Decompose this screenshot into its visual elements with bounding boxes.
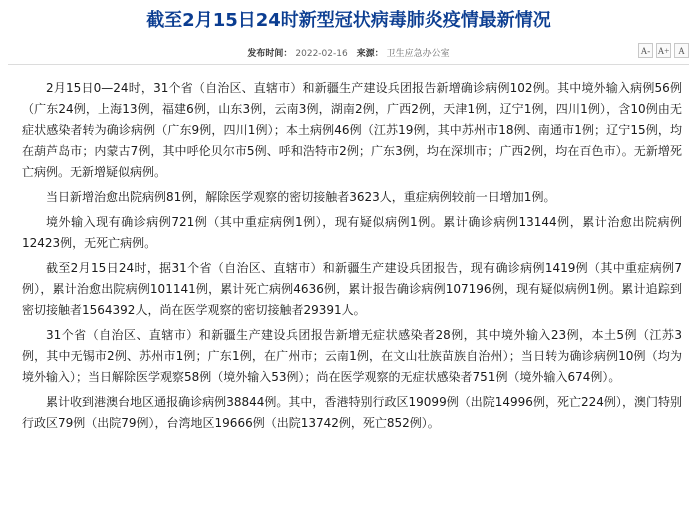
paragraph-hk-macau-taiwan: 累计收到港澳台地区通报确诊病例38844例。其中，香港特别行政区19099例（出院14996例，死亡224例），澳门特别行政区79例（出院79例），台湾地区19666例（出院13742例，死亡852例）。 — [22, 395, 682, 430]
paragraph-imported: 境外输入现有确诊病例721例（其中重症病例1例），现有疑似病例1例。累计确诊病例13144例，累计治愈出院病例12423例，无死亡病例。 — [22, 215, 682, 250]
font-increase-button[interactable]: A+ — [656, 43, 671, 58]
article-meta — [0, 46, 697, 59]
font-reset-button[interactable]: A — [674, 43, 689, 58]
article-body — [22, 78, 682, 438]
publish-label: 发布时间： — [247, 49, 293, 59]
source-name: 卫生应急办公室 — [386, 49, 450, 59]
paragraph-new-cases: 2月15日0—24时，31个省（自治区、直辖市）和新疆生产建设兵团报告新增确诊病例102例。其中境外输入病例56例（广东24例，上海13例，福建6例，山东3例，云南3例，湖南2例，广西2例，天津1例，辽宁1例，四川1例），含10例由无症状感染者转为确诊病例（广东9例，四川1例）；本土病例46例（江苏19例，其中苏州市18例、南通市1例；辽宁15例，均在葫芦岛市；内蒙古7例，其中呼伦贝尔市5例、呼和浩特市2例；广东3例，均在深圳市；广西2例，均在百色市）。无新增死亡病例。无新增疑似病例。 — [22, 81, 682, 179]
paragraph-asymptomatic: 31个省（自治区、直辖市）和新疆生产建设兵团报告新增无症状感染者28例，其中境外输入23例，本土5例（江苏3例，其中无锡市2例、苏州市1例；广东1例，在广州市；云南1例，在文山壮族苗族自治州）；当日转为确诊病例10例（均为境外输入）；当日解除医学观察58例（境外输入53例）；尚在医学观察的无症状感染者751例（境外输入674例）。 — [22, 328, 682, 384]
publish-date: 2022-02-16 — [295, 49, 348, 59]
font-decrease-button[interactable]: A- — [638, 43, 653, 58]
paragraph-recoveries: 当日新增治愈出院病例81例，解除医学观察的密切接触者3623人，重症病例较前一日增加1例。 — [46, 190, 556, 204]
paragraph-cumulative: 截至2月15日24时，据31个省（自治区、直辖市）和新疆生产建设兵团报告，现有确诊病例1419例（其中重症病例7例），累计治愈出院病例101141例，累计死亡病例4636例，累计报告确诊病例107196例，现有疑似病例1例。累计追踪到密切接触者1564392人，尚在医学观察的密切接触者29391人。 — [22, 261, 682, 317]
font-size-tools — [638, 43, 689, 58]
source-label: 来源： — [356, 49, 384, 59]
title-divider — [8, 64, 689, 65]
article-title: 截至2月15日24时新型冠状病毒肺炎疫情最新情况 — [146, 10, 551, 31]
